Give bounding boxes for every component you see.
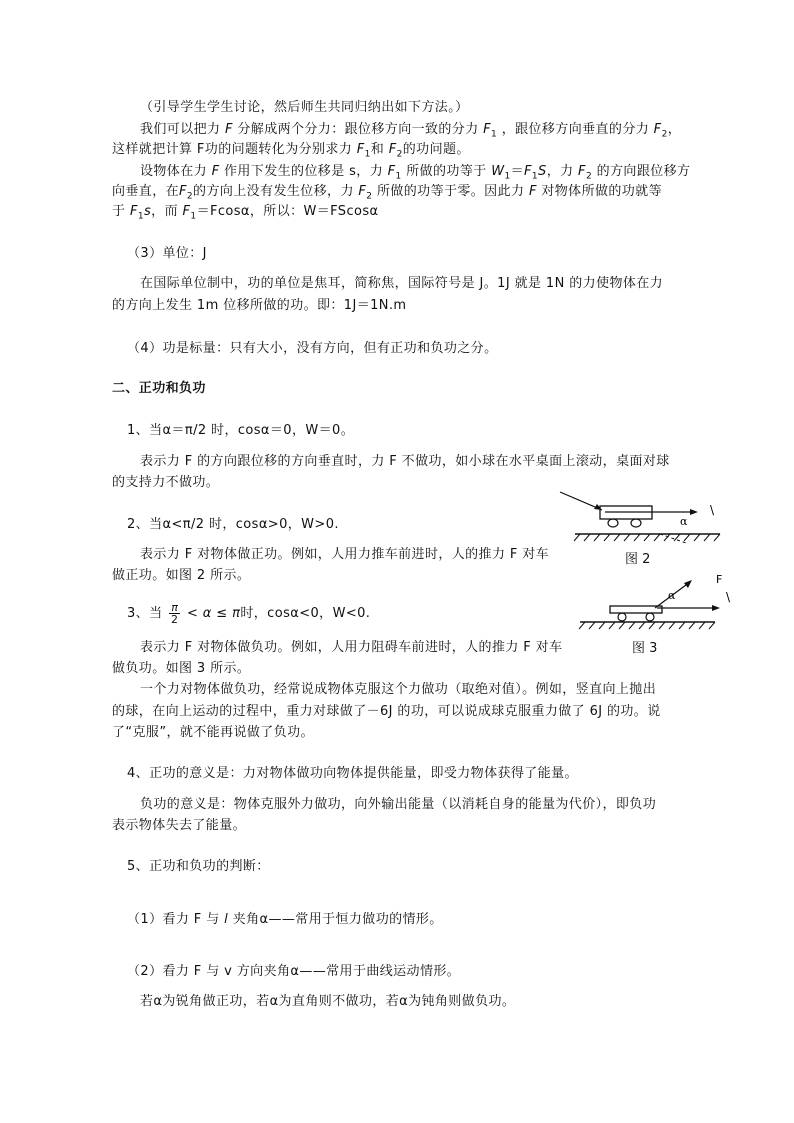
cart-wheel xyxy=(608,519,618,527)
text-line xyxy=(112,202,379,227)
text-line: 表示力 F 对物体做正功。例如，人用力推车前进时，人的推力 F 对车 xyxy=(140,547,550,562)
symbol: l xyxy=(224,912,229,927)
figure-caption: 图 2 xyxy=(625,552,651,567)
text-span: ，力 xyxy=(546,164,574,179)
cart-wheel xyxy=(646,613,654,621)
text-line: 在国际单位制中，功的单位是焦耳，简称焦，国际符号是 J。1J 就是 1N 的力使物体在力 xyxy=(140,276,664,291)
subscript: 2 xyxy=(366,191,373,202)
text-span: ，而 xyxy=(151,204,178,219)
symbol: F xyxy=(578,164,586,179)
subscript: 2 xyxy=(585,171,593,182)
symbol: F xyxy=(483,122,492,137)
figure-3-diagram xyxy=(575,570,735,632)
text-line: （4）功是标量：只有大小，没有方向，但有正功和负功之分。 xyxy=(127,341,498,356)
cart-wheel xyxy=(618,613,626,621)
text-span: 于 xyxy=(112,204,126,219)
text-span: 所做的功等于零。因此力 xyxy=(376,184,525,199)
subscript: 1 xyxy=(137,211,144,222)
symbol: F xyxy=(211,164,220,179)
text-line: 1、当α＝π/2 时，cosα＝0，W＝0。 xyxy=(127,423,355,438)
text-span: 的功问题。 xyxy=(402,142,470,157)
symbol: S xyxy=(538,164,547,179)
symbol: F xyxy=(129,204,138,219)
subscript: 1 xyxy=(531,171,539,182)
text-line: 做正功。如图 2 所示。 xyxy=(112,568,251,583)
text-span: 的方向上没有发生位移，力 xyxy=(193,184,354,199)
text-span: 时，cosα<0，W<0. xyxy=(240,606,371,621)
displacement-arrowhead xyxy=(712,605,720,611)
velocity-label: \ xyxy=(710,503,715,517)
text-span: 分解成两个分力：跟位移方向一致的分力 xyxy=(237,122,479,137)
cart-body xyxy=(610,606,662,613)
fraction-numerator: π xyxy=(169,602,180,614)
text-line: 2、当α<π/2 时，cosα>0，W>0. xyxy=(127,517,339,532)
text-line: 表示力 F 的方向跟位移的方向垂直时，力 F 不做功，如小球在水平桌面上滚动，桌面对球 xyxy=(140,454,670,469)
dashed-line xyxy=(660,534,686,543)
text-span: ，所以：W＝FScosα xyxy=(249,204,379,219)
text-line: 的方向上发生 1m 位移所做的功。即：1J＝1N.m xyxy=(112,298,407,313)
text-span: 3、当 xyxy=(127,606,163,621)
text-line: 的球，在向上运动的过程中，重力对球做了－6J 的功，可以说成球克服重力做了 6J 的功。说 xyxy=(112,704,661,719)
text-line: 了“克服”，就不能再说做了负功。 xyxy=(112,725,314,740)
text-line xyxy=(127,602,370,625)
text-line: 做负功。如图 3 所示。 xyxy=(112,661,251,676)
subscript: 2 xyxy=(396,149,403,160)
text-span: 对物体所做的功就等 xyxy=(541,184,662,199)
fraction-denominator: 2 xyxy=(171,613,179,626)
text-line: 若α为锐角做正功，若α为直角则不做功，若α为钝角则做负功。 xyxy=(140,994,516,1009)
symbol: F xyxy=(224,122,233,137)
force-arrowhead xyxy=(594,504,602,510)
text-span: ＝ xyxy=(510,164,524,179)
velocity-label: \ xyxy=(726,590,731,604)
cart-wheel xyxy=(631,519,641,527)
text-span: ，跟位移方向垂直的分力 xyxy=(501,122,650,137)
angle-label: α xyxy=(668,589,676,602)
symbol: F xyxy=(653,122,662,137)
text-line: （3）单位：J xyxy=(127,246,207,261)
text-line: （2）看力 F 与 v 方向夹角α——常用于曲线运动情形。 xyxy=(127,964,461,979)
text-span: 设物体在力 xyxy=(140,164,208,179)
text-span: （1）看力 F 与 xyxy=(127,912,220,927)
text-span: 这样就把计算 F功的问题转化为分别求力 xyxy=(112,142,353,157)
symbol: s xyxy=(143,204,152,219)
text-line: 4、正功的意义是：力对物体做功向物体提供能量，即受力物体获得了能量。 xyxy=(127,766,578,781)
symbol: F xyxy=(182,204,191,219)
text-span: ＝Fcosα xyxy=(196,204,250,219)
text-span: ， xyxy=(667,122,682,137)
text-line: 一个力对物体做负功，经常说成物体克服这个力做功（取绝对值）。例如，竖直向上抛出 xyxy=(140,682,657,697)
subscript: 1 xyxy=(395,171,402,182)
force-arrowhead xyxy=(684,580,692,588)
text-span: 我们可以把力 xyxy=(140,122,221,137)
text-span: 的方向跟位移方 xyxy=(596,164,691,179)
subscript: 2 xyxy=(661,129,668,140)
ground-hatch xyxy=(579,622,715,629)
symbol: F xyxy=(528,184,537,199)
figure-2-diagram xyxy=(550,484,730,544)
text-line: 表示物体失去了能量。 xyxy=(112,818,247,833)
subscript: 1 xyxy=(364,149,371,160)
math-inequality: < α ≤ π xyxy=(186,606,241,621)
symbol: F xyxy=(524,164,532,179)
symbol: F xyxy=(179,184,187,199)
symbol: F xyxy=(387,164,396,179)
ground-hatch xyxy=(574,534,720,541)
text-line xyxy=(127,910,443,930)
text-line: 负功的意义是：物体克服外力做功，向外输出能量（以消耗自身的能量为代价），即负功 xyxy=(140,797,657,812)
subscript: 1 xyxy=(491,129,498,140)
subscript: 1 xyxy=(190,211,197,222)
text-line: 的支持力不做功。 xyxy=(112,475,220,490)
subscript: 1 xyxy=(504,171,511,182)
text-span: 和 xyxy=(370,142,385,157)
text-span: 夹角α——常用于恒力做功的情形。 xyxy=(232,912,443,927)
displacement-arrowhead xyxy=(690,509,698,515)
fraction xyxy=(169,602,180,625)
subscript: 2 xyxy=(186,191,194,202)
force-label: F xyxy=(716,573,723,586)
symbol: W xyxy=(491,164,505,179)
symbol: F xyxy=(356,142,365,157)
symbol: F xyxy=(358,184,367,199)
figure-caption: 图 3 xyxy=(632,641,658,656)
text-span: 所做的功等于 xyxy=(406,164,487,179)
text-line: 5、正功和负功的判断： xyxy=(127,859,270,874)
text-span: 向垂直，在 xyxy=(112,184,180,199)
text-line xyxy=(112,140,470,165)
text-line: 表示力 F 对物体做负功。例如，人用力阻碍车前进时，人的推力 F 对车 xyxy=(140,640,563,655)
symbol: F xyxy=(388,142,397,157)
angle-label: α xyxy=(680,515,688,528)
text-line: （引导学生学生讨论，然后师生共同归纳出如下方法。） xyxy=(140,100,469,115)
text-span: 作用下发生的位移是 s，力 xyxy=(224,164,384,179)
section-heading: 二、正功和负功 xyxy=(112,381,206,396)
